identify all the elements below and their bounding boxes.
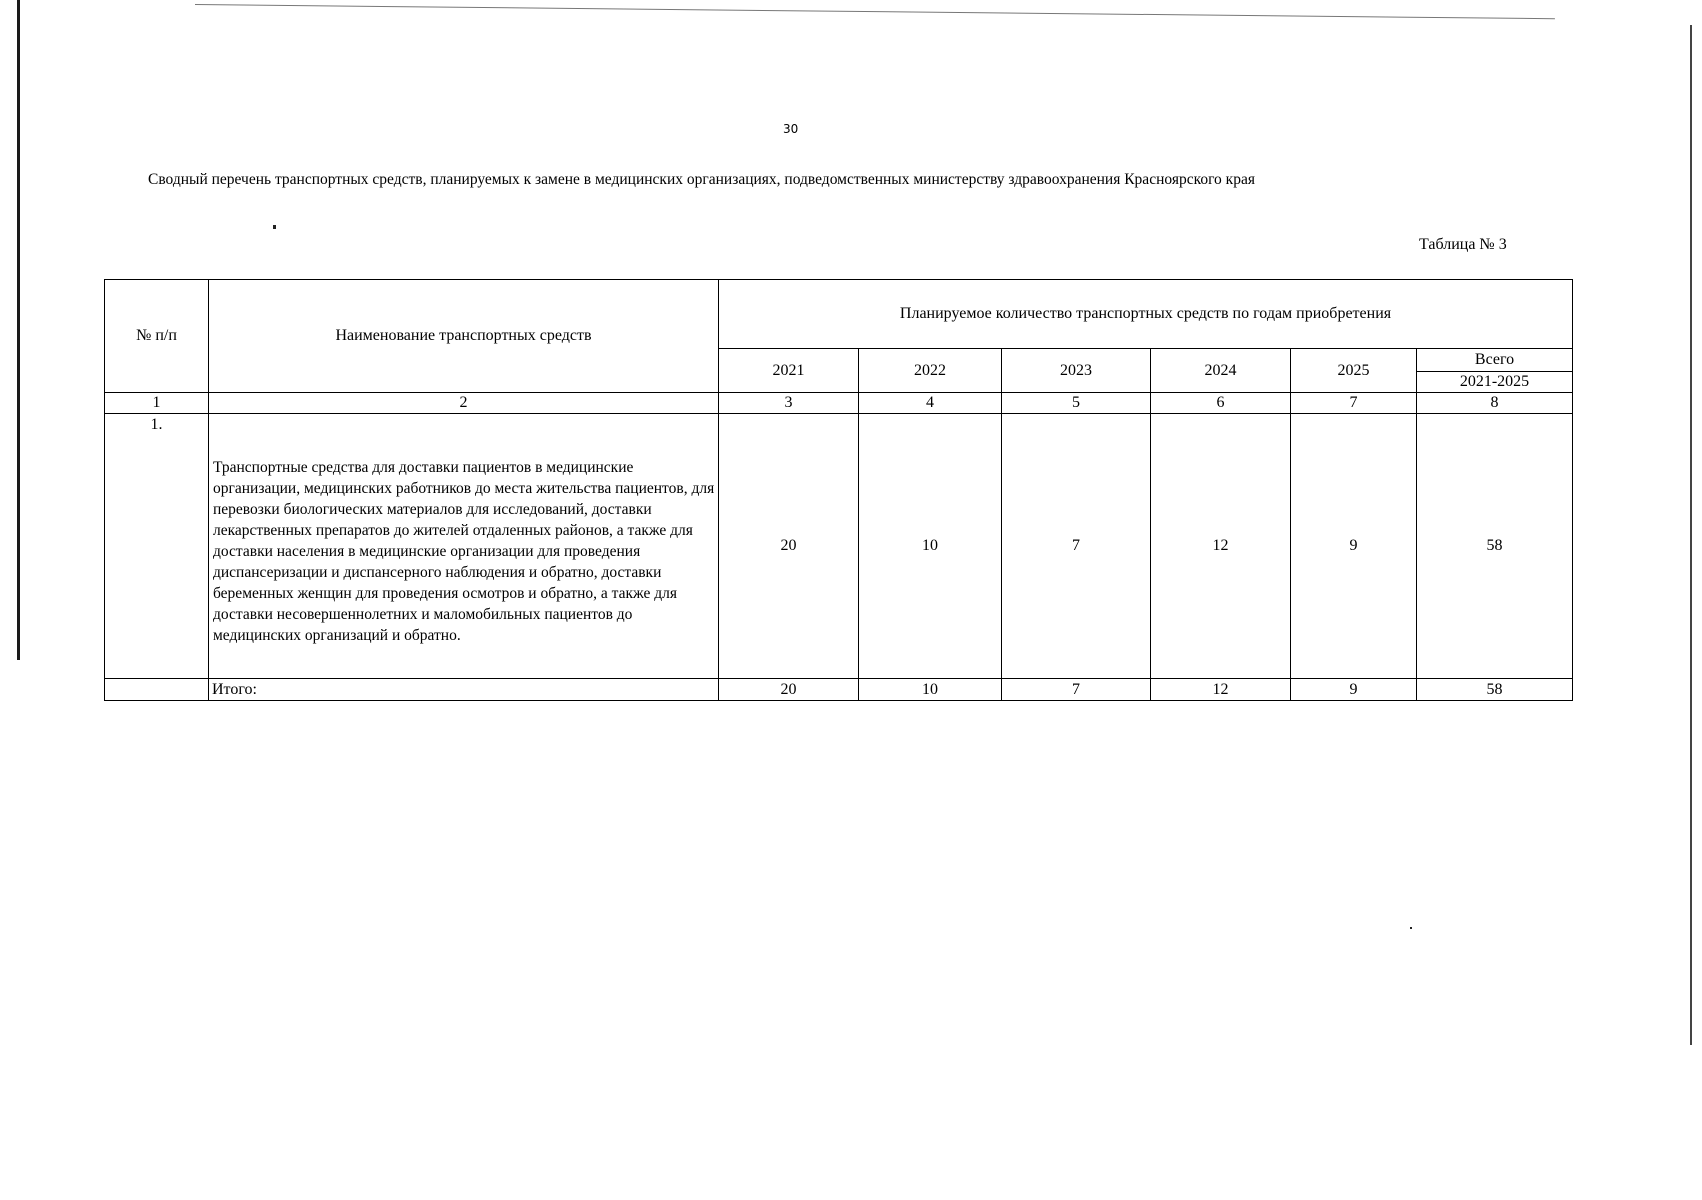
column-number: 7 bbox=[1291, 393, 1417, 414]
page-number: 30 bbox=[783, 122, 799, 136]
header-num: № п/п bbox=[105, 280, 209, 393]
header-name: Наименование транспортных средств bbox=[209, 280, 719, 393]
vehicle-description: Транспортные средства для доставки пациентов в медицинские организации, медицинских работников до места жительства пациентов, для перевозки биологических материалов для исследований, доставки лекарственных препаратов до жителей отдаленных районов, а также для доставки населения в медицинские организации для проведения диспансеризации и диспансерного наблюдения и обратно, доставки беременных женщин для проведения осмотров и обратно, а также для доставки несовершеннолетних и маломобильных пациентов до медицинских организаций и обратно. bbox=[209, 414, 719, 679]
column-number: 4 bbox=[859, 393, 1002, 414]
grand-total: 58 bbox=[1417, 679, 1573, 701]
scan-edge-right bbox=[1690, 25, 1692, 1045]
table-row bbox=[105, 414, 1573, 679]
document-title: Сводный перечень транспортных средств, планируемых к замене в медицинских организациях, подведомственных министерству здравоохранения Красноярского края bbox=[148, 171, 1255, 188]
header-year: 2021 bbox=[719, 349, 859, 393]
year-value: 12 bbox=[1151, 414, 1291, 679]
scan-edge-top bbox=[195, 4, 1555, 19]
row-number: 1. bbox=[105, 414, 209, 679]
total-value: 10 bbox=[859, 679, 1002, 701]
total-value: 12 bbox=[1151, 679, 1291, 701]
column-number: 5 bbox=[1002, 393, 1151, 414]
header-year: 2023 bbox=[1002, 349, 1151, 393]
year-value: 10 bbox=[859, 414, 1002, 679]
total-value: 9 bbox=[1291, 679, 1417, 701]
column-number-row bbox=[105, 393, 1573, 414]
header-group: Планируемое количество транспортных средств по годам приобретения bbox=[719, 280, 1573, 349]
totals-row bbox=[105, 679, 1573, 701]
table-label: Таблица № 3 bbox=[1419, 236, 1507, 253]
total-value: 20 bbox=[719, 679, 859, 701]
row-total: 58 bbox=[1417, 414, 1573, 679]
totals-empty-cell bbox=[105, 679, 209, 701]
vehicles-table bbox=[104, 279, 1573, 701]
header-year: 2022 bbox=[859, 349, 1002, 393]
scan-speck bbox=[1410, 927, 1412, 929]
column-number: 3 bbox=[719, 393, 859, 414]
year-value: 9 bbox=[1291, 414, 1417, 679]
column-number: 1 bbox=[105, 393, 209, 414]
column-number: 8 bbox=[1417, 393, 1573, 414]
scan-edge-left bbox=[17, 0, 20, 660]
scan-speck bbox=[273, 225, 276, 229]
header-total-label: Всего bbox=[1417, 349, 1573, 372]
total-value: 7 bbox=[1002, 679, 1151, 701]
column-number: 6 bbox=[1151, 393, 1291, 414]
totals-label: Итого: bbox=[209, 679, 719, 701]
header-year: 2025 bbox=[1291, 349, 1417, 393]
year-value: 20 bbox=[719, 414, 859, 679]
header-total-range: 2021-2025 bbox=[1417, 372, 1573, 393]
year-value: 7 bbox=[1002, 414, 1151, 679]
column-number: 2 bbox=[209, 393, 719, 414]
header-year: 2024 bbox=[1151, 349, 1291, 393]
